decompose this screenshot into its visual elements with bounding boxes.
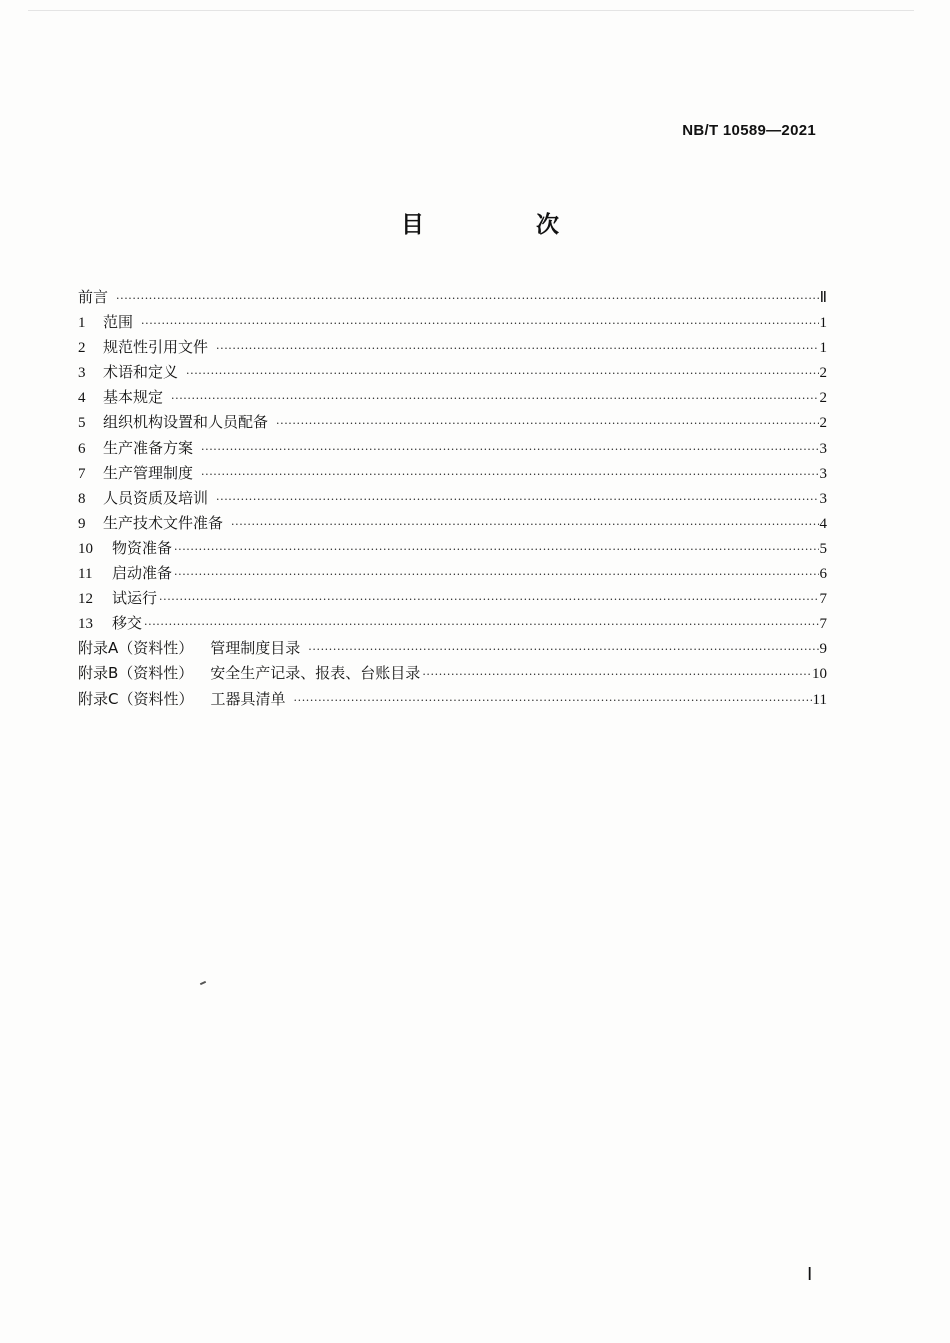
toc-dot-leader: [216, 489, 818, 511]
toc-entry-label: 工器具清单: [210, 689, 286, 708]
toc-clause-number: 7: [78, 465, 86, 482]
toc-clause-number: 4: [78, 390, 86, 407]
toc-page-number: 4: [819, 515, 827, 532]
toc-entry-label: 规范性引用文件: [103, 338, 209, 357]
toc-dot-leader: [144, 614, 818, 636]
toc-dot-leader: [174, 564, 818, 586]
toc-entry-10[interactable]: [78, 537, 827, 562]
toc-page-number: 1: [819, 340, 827, 357]
toc-clause-number: 8: [78, 490, 86, 507]
toc-page-number: 9: [819, 641, 827, 658]
toc-entry-annex-b[interactable]: [78, 662, 827, 687]
scan-speck: [200, 981, 206, 985]
toc-entry-foreword[interactable]: [78, 286, 827, 311]
toc-page-number: 6: [819, 566, 827, 583]
toc-entry-4[interactable]: [78, 386, 827, 411]
toc-page-number: 3: [819, 440, 827, 457]
toc-dot-leader: [159, 589, 818, 611]
toc-dot-leader: [201, 439, 818, 461]
toc-entry-7[interactable]: [78, 462, 827, 487]
toc-annex-tag: 附录A（资料性）: [78, 639, 194, 658]
toc-dot-leader: [141, 313, 818, 335]
toc-entry-label: 启动准备: [112, 564, 173, 583]
toc-dot-leader: [294, 690, 812, 712]
toc-clause-number: 13: [78, 616, 93, 633]
toc-clause-number: 9: [78, 515, 86, 532]
toc-entry-label: 生产准备方案: [103, 438, 194, 457]
table-of-contents: [78, 286, 827, 713]
toc-dot-leader: [308, 639, 818, 661]
toc-page-number: 11: [812, 691, 827, 708]
toc-entry-label: 人员资质及培训: [103, 488, 209, 507]
toc-entry-12[interactable]: [78, 587, 827, 612]
standard-code: NB/T 10589—2021: [682, 122, 816, 139]
toc-entry-label: 移交: [112, 614, 143, 633]
toc-clause-number: 12: [78, 591, 93, 608]
toc-clause-number: 11: [78, 566, 93, 583]
toc-page-number: 1: [819, 315, 827, 332]
toc-page-number: Ⅱ: [819, 290, 827, 306]
toc-entry-label: 前言: [78, 288, 109, 306]
toc-dot-leader: [216, 338, 818, 360]
toc-entry-9[interactable]: [78, 512, 827, 537]
toc-clause-number: 1: [78, 315, 86, 332]
toc-title: 目 次: [401, 212, 612, 238]
toc-entry-2[interactable]: [78, 336, 827, 361]
toc-page-number: 10: [812, 666, 827, 683]
toc-dot-leader: [201, 464, 818, 486]
toc-page-number: 7: [819, 591, 827, 608]
toc-page-number: 3: [819, 490, 827, 507]
page-number: Ⅰ: [807, 1264, 813, 1284]
toc-annex-tag: 附录B（资料性）: [78, 664, 194, 683]
toc-entry-label: 安全生产记录、报表、台账目录: [210, 664, 421, 683]
toc-page-number: 7: [819, 616, 827, 633]
scan-edge-line: [28, 10, 914, 11]
toc-entry-5[interactable]: [78, 411, 827, 436]
toc-entry-label: 物资准备: [112, 538, 173, 557]
toc-clause-number: 6: [78, 440, 86, 457]
toc-entry-13[interactable]: [78, 612, 827, 637]
toc-dot-leader: [171, 388, 818, 410]
toc-entry-label: 基本规定: [103, 388, 164, 407]
toc-clause-number: 2: [78, 340, 86, 357]
toc-clause-number: 10: [78, 540, 93, 557]
toc-entry-label: 管理制度目录: [210, 639, 301, 658]
toc-entry-annex-c[interactable]: [78, 688, 827, 713]
toc-dot-leader: [231, 514, 818, 536]
toc-entry-8[interactable]: [78, 487, 827, 512]
toc-dot-leader: [276, 413, 818, 435]
toc-dot-leader: [174, 539, 818, 561]
toc-entry-3[interactable]: [78, 361, 827, 386]
toc-dot-leader: [116, 288, 819, 310]
toc-entry-11[interactable]: [78, 562, 827, 587]
toc-entry-label: 生产管理制度: [103, 463, 194, 482]
toc-page-number: 2: [819, 415, 827, 432]
toc-entry-label: 组织机构设置和人员配备: [103, 413, 269, 432]
toc-page-number: 5: [819, 540, 827, 557]
toc-annex-tag: 附录C（资料性）: [78, 689, 194, 708]
toc-page-number: 2: [819, 365, 827, 382]
toc-page-number: 2: [819, 390, 827, 407]
toc-clause-number: 5: [78, 415, 86, 432]
toc-entry-label: 术语和定义: [103, 363, 179, 382]
toc-dot-leader: [422, 664, 811, 686]
toc-entry-label: 范围: [103, 313, 134, 332]
toc-entry-6[interactable]: [78, 437, 827, 462]
toc-entry-label: 试运行: [112, 589, 158, 608]
toc-entry-label: 生产技术文件准备: [103, 513, 224, 532]
toc-entry-1[interactable]: [78, 311, 827, 336]
toc-clause-number: 3: [78, 365, 86, 382]
toc-dot-leader: [186, 363, 818, 385]
toc-page-number: 3: [819, 465, 827, 482]
toc-entry-annex-a[interactable]: [78, 637, 827, 662]
